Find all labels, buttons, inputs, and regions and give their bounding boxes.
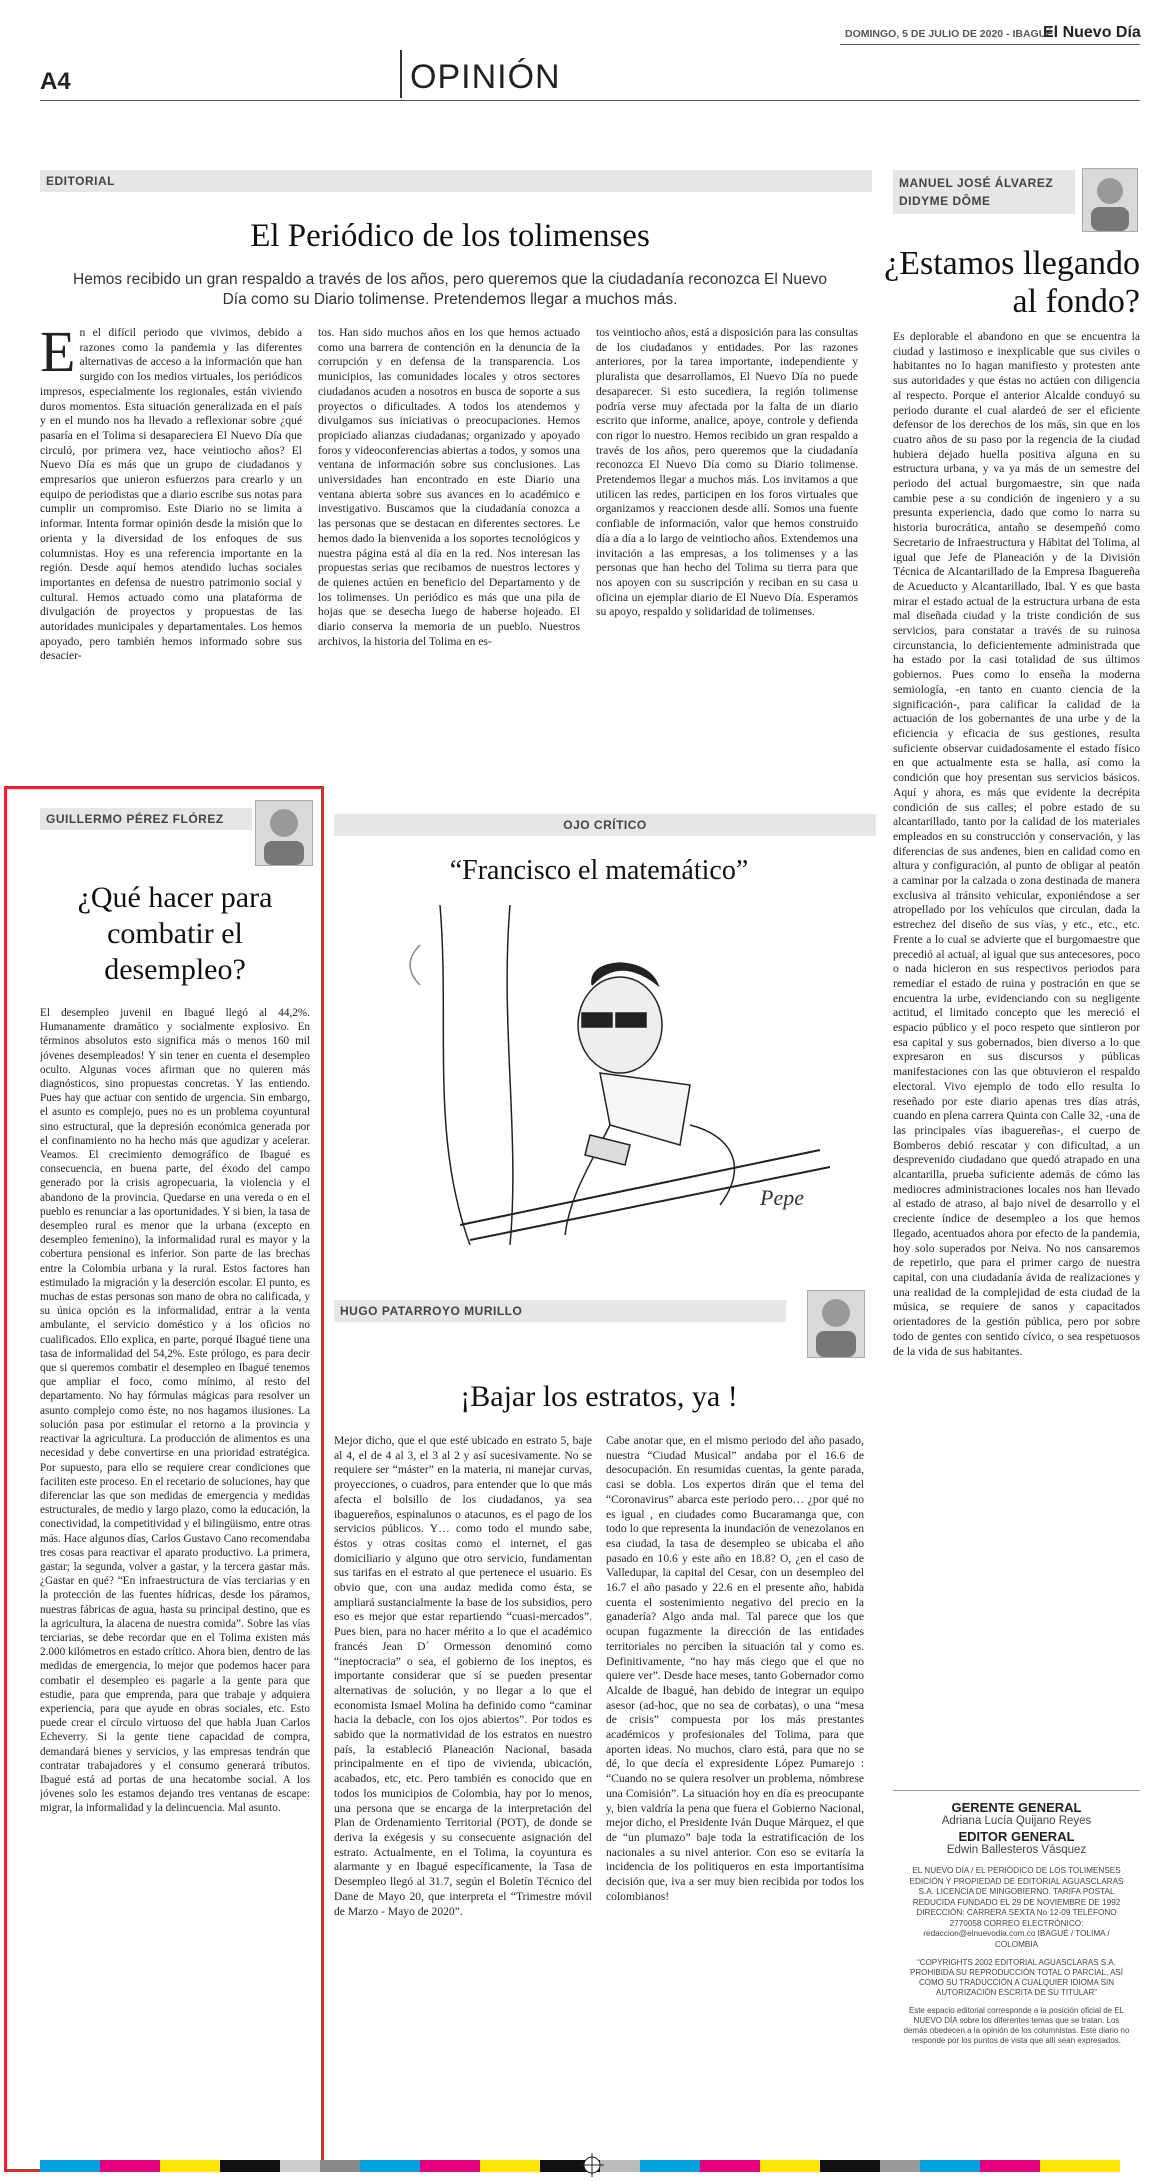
editorial-col-2: tos. Han sido muchos años en los que hemos actuado como una barrera de contención en la denuncia de la corrupción y en defensa de la transparencia. Los municipios, las comunidades locales y otros sectores ciudadanos acuden a nosotros en busca de soporte a sus proyectos o dificultades. A todos los atendemos y divulgamos sus iniciativas o preocupaciones. Hemos propiciado alianzas ciudadanas; organizado y apoyado foros y videoconferencias abiertas a todos, y somos una ventana de información sobre sus conclusiones. Las universidades han encontrado en este Diario una ventana abierta sobre sus avances en lo académico e investigativo. Buscamos que la ciudadanía conozca a las personas que se destacan en diferentes sectores. Le hemos dado la bienvenida a los soportes tecnológicos y nuestra página está al día en la red. Nos interesan las propuestas serias que recibamos de nuestros lectores y de quienes actúen en beneficio del Departamento y de los tolimenses. Un periódico es más que una pila de hojas que se desecha luego de haberse hojeado. El diario conserva la memoria de un pueblo. Nuestros archivos, la historia del Tolima en es- (318, 326, 580, 648)
right-author-photo (1082, 168, 1138, 232)
author-portrait-icon (256, 801, 312, 865)
masthead-rule (893, 1790, 1140, 1791)
gm-title: GERENTE GENERAL (951, 1800, 1082, 1815)
masthead (893, 1800, 1140, 2046)
left-title: ¿Qué hacer para combatir el desempleo? (77, 881, 273, 986)
center-col-2: Cabe anotar que, en el mismo periodo del año pasado, nuestra “Ciudad Musical” andaba por el 16.6 de desocupación. En resumidas cuentas, la gente parada, casi se dobla. Los expertos dirán que el tema del “Coronavirus” abarca este periodo pero… ¿por qué no es igual , en ciudades como Bucaramanga que, con todo lo que representa la inundación de venezolanos en esa ciudad, la tasa de desempleo se ubicaba el año pasado en 10.6 y este año en 18.8? O, ¿en el caso de Valledupar, la capital del Cesar, con un desempleo del 16.7 el año pasado y 22.6 en el presente año, habida cuenta el sostenimiento negativo del precio en la ganadería? Algo anda mal. Tal parece que los que ocupan fugazmente la dirección de las entidades territoriales no perciben la situación tal y como es. Definitivamente, “no hay más ciego que el que no quiere ver”. Desde hace meses, tanto Gobernador como Alcalde de Ibagué, han debido de integrar un equipo asesor (ad-hoc, que no sea de corbatas), o una “mesa de crisis” compuesta por los más prestantes académicos y profesionales del Tolima, para que aporten ideas. No muchos, claro está, para que no se dé, lo que decía el expresidente López Pumarejo : “Cuando no se quiera resolver un problema, nómbrese una Comisión”. La situación hoy en día es preocupante y, bien valdría la pena que fuera el Gobierno Nacional, mejor dicho, el Presidente Iván Duque Márquez, el que de “un plumazo” baje toda la estratificación de los nacionales a su nivel anterior. Con eso se evitaría la incidencia de los politiqueros en esta importantísima decisión que, iva a ser muy bien recibida por todos los colombianos! (606, 1434, 864, 1903)
header-rule-top (840, 44, 1140, 45)
right-title: ¿Estamos llegando al fondo? (884, 245, 1140, 320)
right-body: Es deplorable el abandono en que se encuentra la ciudad y lastimoso e inexplicable que sus civiles o habitantes no lo hagan manifiesto y protesten ante sus autoridades y que éstas no actúen con diligencia al respecto. Porque el anterior Alcalde conduyó su periodo durante el cual alardeó de ser el eficiente defensor de los derechos de los más, sin que en los cuatro años de su paso por la regencia de la ciudad hubiera dejado huella positiva alguna en su estructura urbana, y va ya más de un semestre del periodo del actual burgomaestre, sin que nada cambie pese a su condición de ingeniero y a su presunta experiencia, dado que como lo narra su historia burocrática, antaño se desempeñó como Secretario de Infraestructura y Hábitat del Tolima, al igual que Jefe de Planeación y de la División Técnica de Alcantarillado de la Empresa Ibaguereña de Acueducto y Alcantarillado, Ibal. Y es que basta mirar el estado actual de la estructura urbana de esta mal diseñada ciudad y la triste condición de sus servicios, para constatar a través de su ruinosa circunstancia, lo deficientemente administrada que ha estado por la casi totalidad de sus últimos gobiernos. Pues como lo enseña la moderna semiología, -en tanto en cuanto ciencia de la significación-, para calificar la calidad de la actuación de los gobernantes de una urbe y de la eficiencia y eficacia de sus gestiones, resulta suficiente observar cuidadosamente el estado físico en que actualmente esta se halla, así como la condición que hoy presentan sus servicios básicos. Aquí y ahora, es más que evidente la decrépita condición de sus calles; el pobre estado de su alcantarillado, tanto por la calidad de los materiales empleados en su construcción y conservación, y las diferencias de sus andenes, bien en calidad como en altura y configuración, al punto de obligar al peatón a caminar por la calzada o zona destinada de manera exclusiva al tránsito vehicular, exponiéndose a ser atropellado por los vehículos que circulan, dada la estrechez del diseño de sus vías, y etc., etc., etc. Frente a lo cual se advierte que el burgomaestre que precedió al actual, al igual que sus antecesores, poco o nada hicieron en sus respectivos periodos para remediar el estado de ruina y postración en que se encuentra la urbe, evidenciando con su negligente actitud, el limitado concepto que les mereció el espacio público y el poco respeto que sintieron por esa capital y sus gobernados, bien diverso a lo que expresaron en sus discursos y públicas manifestaciones con las que obtuvieron el respaldo electoral. Vivo ejemplo de todo ello resulta lo reseñado por este diario apenas tres días atrás, cuando en plena carrera Quinta con Calle 32, -una de las principales vías ibaguereñas-, el cuerpo de Bomberos debió rescatar y con dificultad, a un desprevenido ciudadano que quedó atrapado en una alcantarilla, prueba suficiente además de cómo las mediocres administraciones locales nos han llevado al estado de atraso, al bajo nivel de desarrollo y el creciente índice de desempleo a los que hemos llegado, acentuados ahora por efecto de la pandemia, hoy solo superados por Neiva. No nos cansaremos de repetirlo, que para el primer cargo de nuestra capital, con una ciudadanía ávida de realizaciones y una realidad de la complejidad de esta ciudad de la música, se requiere de sanos y capacitados orientadores de la gestión pública, pero por sobre todo de gentes con sentido cívico, o sea respetuosos de la vida de sus habitantes. (893, 330, 1140, 1358)
center-col-1: Mejor dicho, que el que esté ubicado en estrato 5, baje al 4, el de 4 al 3, el 3 al 2 y así sucesivamente. No se requiere ser “máster” en la materia, ni manejar curvas, proyecciones, o cuadros, para entender que lo que más afecta el bolsillo de los ciudadanos, ya sea ibaguereños, espinalunos o atacunos, es el pago de los servicios públicos. Y… como todo el mundo sabe, éstos y otras cositas como el internet, el gas domiciliario y alguno que otro servicio, fundamentan sus tarifas en el estrato al que pertenece el usuario. Es obvio que, con una audaz medida como ésta, se ampliará sustancialmente la base de los subsidios, pero eso es mejor que estar repartiendo “cuasi-mercados”. Pues bien, para no hacer mérito a lo que el académico francés Jean D´ Ormesson denominó como “ineptocracia” o sea, el gobierno de los ineptos, es importante considerar que sí se pueden presentar alternativas de solución, y no llegar a lo que el economista Ismael Molina ha definido como “caminar hacia la debacle, con los ojos abiertos”. Por todos es sabido que la normatividad de los estratos en nuestro país, la estableció Planeación Nacional, basada principalmente en el tipo de vivienda, ubicación, acabados, etc, etc. Pero también es conocido que en todos los municipios de Colombia, hay por lo menos, una persona que se encarga de la interpretación del Plan de Ordenamiento Territorial (POT), de donde se deriva la exégesis y su consecuente asignación del estrato. Actualmente, en el Tolima, la coyuntura es alarmante y en Ibagué específicamente, la Tasa de Desempleo llegó al 31.7, según el Boletín Técnico del Dane de Mayo 20, que interpreta el “Trimestre móvil de Marzo - Mayo de 2020”. (334, 1434, 592, 1918)
cartoon-signature: Pepe (760, 1185, 804, 1210)
masthead-copyright: “COPYRIGHTS 2002 EDITORIAL AGUASCLARAS S.A. PROHIBIDA SU REPRODUCCIÓN TOTAL O PARCIAL, ASÍ COMO SU TRADUCCIÓN A CUALQUIER IDIOMA SIN AUTORIZACIÓN ESCRITA DE SU TITULAR” (910, 1958, 1123, 1997)
author-portrait-icon (808, 1291, 864, 1357)
editorial-col-1: En el difícil periodo que vivimos, debido a razones como la pandemia y las diferentes alternativas de acceso a la información que han surgido con los medios virtuales, los periódicos impresos, especialmente los regionales, están viviendo duros momentos. Esta situación generalizada en el país y en el mundo nos ha llevado a reflexionar sobre ¿qué pasaría en el Tolima si desapareciera El Nuevo Día que circuló, por primera vez, hace veintiocho años? El Nuevo Día es más que un grupo de ciudadanos y empresarios que unieron esfuerzos para crearlo y un equipo de periodistas que a diario escribe sus notas para cumplir un compromiso. Este Diario no se limita a informar. Intenta formar opinión desde la misión que lo orienta y la diversidad de los enfoques de sus columnistas. Hoy es una referencia importante en la región. Desde aquí hemos atendido luchas sociales importantes en defensa de nuestro patrimonio social y cultural. Hemos actuado como una plataforma de divulgación de proyectos y propuestas de las autoridades municipales y departamentales. Los hemos apoyado, pero también hemos informado sobre sus desacier- (40, 326, 302, 663)
center-author-label: HUGO PATARROYO MURILLO (334, 1300, 786, 1322)
center-title: ¡Bajar los estratos, ya ! (460, 1380, 738, 1413)
left-author-photo (255, 800, 313, 866)
ojo-critico-label: OJO CRÍTICO (334, 814, 876, 836)
dateline: DOMINGO, 5 DE JULIO DE 2020 - IBAGUÉ (845, 28, 1054, 40)
masthead-legal: EL NUEVO DÍA / EL PERIÓDICO DE LOS TOLIMENSES EDICIÓN Y PROPIEDAD DE EDITORIAL AGUASCLARAS S.A. LICENCIA DE MINGOBIERNO. TARIFA POSTAL REDUCIDA FUNDADO EL 29 DE NOVIEMBRE DE 1992 DIRECCIÓN: CARRERA SEXTA No 12-09 TELÉFONO 2770058 CORREO ELECTRÓNICO: redaccion@elnuevodia.com.co IBAGUÉ / TOLIMA / COLOMBIA (909, 1866, 1124, 1949)
center-author-photo (807, 1290, 865, 1358)
author-portrait-icon (1083, 169, 1137, 231)
editorial-deck: Hemos recibido un gran respaldo a través de los años, pero queremos que la ciudadanía reconozca El Nuevo Día como su Diario tolimense. Pretendemos llegar a muchos más. (73, 271, 827, 308)
drop-cap: E (40, 326, 76, 384)
masthead-disclaimer: Este espacio editorial corresponde a la posición oficial de EL NUEVO DÍA sobre los diferentes temas que se tratan. Los demás obedecen a la opinión de los columnistas. Este diario no responde por los puntos de vista que allí sean expresados. (903, 2006, 1130, 2045)
registration-mark-icon (580, 2153, 604, 2177)
gm-name: Adriana Lucía Quijano Reyes (941, 1815, 1092, 1827)
cartoon (360, 905, 840, 1245)
editorial-label: EDITORIAL (40, 170, 872, 192)
right-author-label: MANUEL JOSÉ ÁLVAREZ DIDYME DÔME (893, 170, 1075, 214)
left-author-label: GUILLERMO PÉREZ FLÓREZ (40, 808, 252, 830)
brand-logo: El Nuevo Día (1043, 24, 1141, 41)
ojo-critico-title: “Francisco el matemático” (449, 855, 749, 886)
editor-title: EDITOR GENERAL (958, 1829, 1075, 1844)
editor-name: Edwin Ballesteros Vásquez (946, 1844, 1087, 1856)
header-rule (40, 100, 1140, 101)
editorial-title: El Periódico de los tolimenses (250, 218, 650, 254)
section-divider (400, 50, 402, 98)
left-body: El desempleo juvenil en Ibagué llegó al 44,2%. Humanamente dramático y socialmente explosivo. En términos absolutos esto significa más o menos 160 mil jóvenes desempleados! Y sin tener en cuenta el desempleo oculto. Algunas voces afirman que no quieren más diagnósticos, sino propuestas concretas. Y las entiendo. Pues hay que actuar con sentido de urgencia. Sin embargo, el asunto es complejo, pues no es un problema coyuntural sino estructural, que la depresión económica generada por el confinamiento no ha hecho más que agudizar y acelerar. Veamos. El crecimiento demográfico de Ibagué es consecuencia, en buena parte, del éxodo del campo generado por la crisis agropecuaria, la violencia y el abandono de la provincia. Quedarse en una vereda o en el pueblo es renunciar a las oportunidades. Y si bien, la tasa de desempleo rural es menor que la urbana (excepto en desempleo femenino), la informalidad rural es mayor y la cobertura pensional es inferior. Son parte de las brechas entre la Colombia urbana y la rural. Estos factores han estimulado la migración y la deserción escolar. El punto, es muchas de estas personas son mano de obra no calificada, y su única opción es la informalidad, entrar a la venta ambulante, el servicio doméstico y a los oficios no cualificados. Ello explica, en parte, porqué Ibagué tiene una tasa de informalidad del 54,2%. Este prólogo, es para decir que si queremos combatir el desempleo en Ibagué tenemos que ampliar el foco, como mínimo, al resto del departamento. No hay fórmulas mágicas para resolver un asunto complejo como éste, no nos hagamos ilusiones. La solución pasa por estimular el retorno a la provincia y reactivar la agricultura. La producción de alimentos es una necesidad y debe convertirse en una prioridad estratégica. Por supuesto, para ello se requiere crear condiciones que faciliten este proceso. En el recetario de soluciones, hay que diferenciar las que son medidas de emergencia y medidas estructurales, de medio y largo plazo, como la educación, la conectividad, la competitividad y el bilingüismo, entre otras más. Hace algunos días, Carlos Gustavo Cano recomendaba tres cosas para reactivar el aparato productivo. La primera, gastar; la segunda, volver a gastar, y la tercera gastar más. ¿Gastar en qué? “En infraestructura de vías terciarias y en la protección de las fuentes hídricas, desde los páramos, nuestras fábricas de agua, hasta su principal destino, que es la agricultura, la alacena de nuestra comida”. Sobre las vías terciarias, se debe recordar que en el Tolima existen más 2.000 kilómetros en estado crítico. Ahora bien, dentro de las medidas de emergencia, lo mejor que podemos hacer para combatir el desempleo es pagarle a la gente para que estudie, para que emprenda, para que trabaje y adquiera experiencia, para que ayude en obras sociales, etc. Esto puede crear el círculo virtuoso del que habla Juan Carlos Echeverry. Si la gente tiene capacidad de compra, demandará bienes y servicios, y las empresas tendrán que contratar trabajadores y el consumo generará tributos. Ibagué está ad portas de una hecatombe social. A los jóvenes solo les estamos dejando tres ventanas de escape: migrar, la informalidad y la delincuencia. Mal asunto. (40, 1007, 310, 1815)
page-number: A4 (40, 68, 71, 95)
editorial-col-3: tos veintiocho años, está a disposición para las consultas de los ciudadanos y entidades. Por las razones anteriores, por la tarea importante, independiente y pluralista que desarrollamos, El Nuevo Día no puede desaparecer. Si esto sucediera, la región tolimense podría verse muy afectada por la falta de un diario escrito que informe, analice, apoye, controle y defienda con rigor lo nuestro. Hemos recibido un gran respaldo a través de los años, pero queremos que la ciudadanía reconozca El Nuevo Día como su Diario tolimense. Pretendemos llegar a muchos más. Los invitamos a que utilicen las redes, participen en los foros virtuales que organizamos y reaccionen desde allí. Somos una fuente confiable de información, valor que hemos construido día a día a lo largo de veintiocho años. Extendemos una invitación a las empresas, a los tolimenses y a las personas que han hecho del Tolima su tierra para que nos apoyen con su suscripción y reciban en su casa u oficina un ejemplar diario de El Nuevo Día. Esperamos su apoyo, respaldo y solidaridad de tolimenses. (596, 326, 858, 619)
section-title: OPINIÓN (410, 58, 561, 96)
